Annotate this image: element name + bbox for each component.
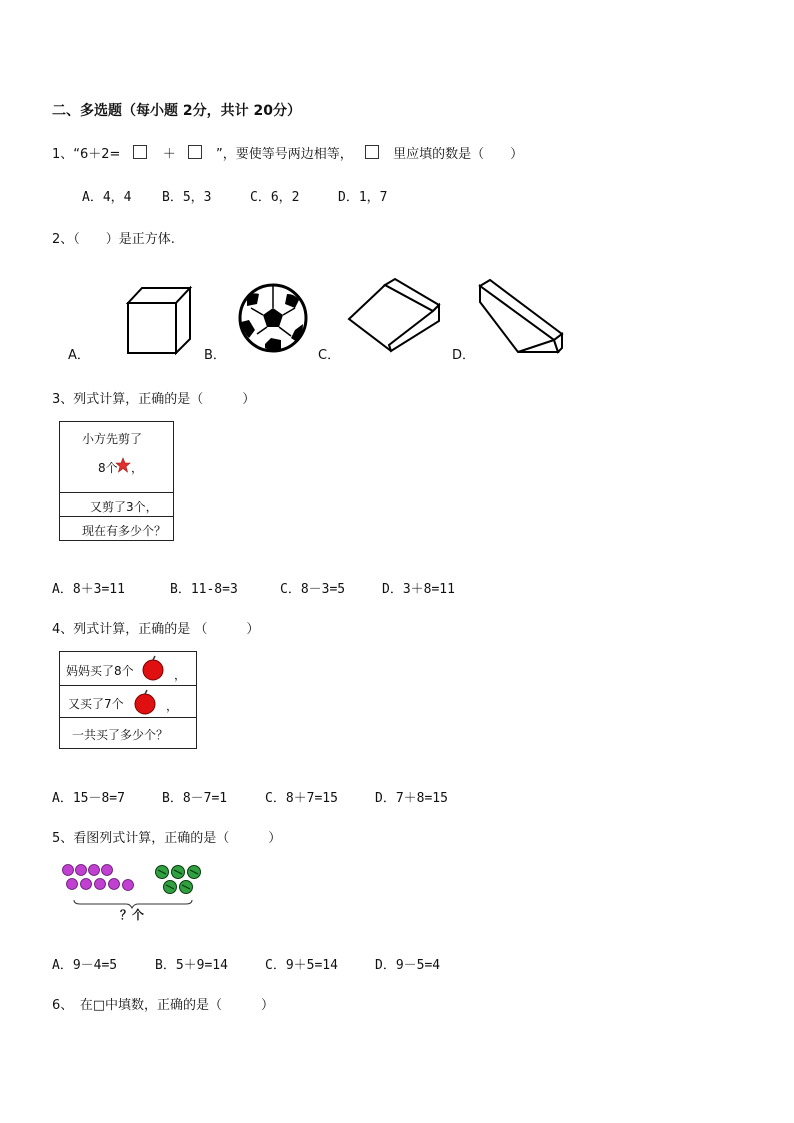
q3-word-problem-box — [59, 421, 174, 541]
section-title: 二、多选题（每小题 2分，共计 20分） — [52, 103, 301, 119]
q2-label-a: A． — [68, 348, 90, 363]
question-2: 2、（ ）是正方体. — [52, 232, 175, 247]
q3-box-comma: ， — [131, 461, 144, 475]
q4-box-row-2 — [60, 685, 196, 718]
q3-box-row-2 — [60, 492, 173, 517]
q1-number: 1、 — [52, 147, 74, 162]
q3-option-d[interactable]: D．3＋8=11 — [382, 582, 455, 597]
q1-option-c[interactable]: C．6，2 — [250, 190, 300, 205]
blank-box-2 — [188, 145, 202, 159]
q5-option-d[interactable]: D．9－5=4 — [375, 958, 441, 973]
star-icon — [115, 457, 131, 473]
apple-icon — [132, 689, 158, 715]
q5-option-b[interactable]: B．5＋9=14 — [155, 958, 228, 973]
blank-box-1 — [133, 145, 147, 159]
q3-box-line4: 现在有多少个？ — [82, 524, 167, 538]
q4-row1-comma: ， — [174, 668, 187, 682]
q3-box-line1: 小方先剪了 — [82, 432, 143, 446]
q4-row2-comma: ， — [166, 699, 179, 713]
green-balls-group — [156, 866, 201, 894]
q1-text-middle: ”，要使等号两边相等， — [216, 147, 353, 162]
q3-option-a[interactable]: A．8＋3=11 — [52, 582, 125, 597]
q1-plus: ＋ — [162, 147, 176, 162]
q1-option-a[interactable]: A．4，4 — [82, 190, 132, 205]
soccer-ball-icon[interactable] — [237, 282, 309, 354]
q3-option-b[interactable]: B．11-8=3 — [170, 582, 238, 597]
q2-label-b: B． — [204, 348, 226, 363]
q3-box-row-3 — [60, 516, 173, 542]
q1-text-end: 里应填的数是（ ） — [393, 147, 524, 162]
q5-brace-label: ？个 — [120, 908, 145, 922]
q3-option-c[interactable]: C．8－3=5 — [280, 582, 346, 597]
q4-row3-text: 一共买了多少个？ — [72, 728, 169, 742]
cube-image[interactable] — [120, 283, 195, 358]
question-5: 5、看图列式计算，正确的是（ ） — [52, 831, 282, 846]
question-1 — [52, 143, 523, 162]
q1-option-d[interactable]: D．1，7 — [338, 190, 388, 205]
q5-option-a[interactable]: A．9－4=5 — [52, 958, 118, 973]
blank-box-3 — [365, 145, 379, 159]
rectangular-prism-image[interactable] — [474, 276, 566, 356]
question-3: 3、列式计算，正确的是（ ） — [52, 392, 256, 407]
q4-option-b[interactable]: B．8－7=1 — [162, 791, 228, 806]
apple-icon — [140, 655, 166, 681]
q3-box-line3: 又剪了3个， — [90, 500, 158, 514]
tilted-block-image[interactable] — [343, 275, 443, 357]
q4-option-d[interactable]: D．7＋8=15 — [375, 791, 448, 806]
q4-row2-text: 又买了7个 — [68, 697, 124, 711]
q4-word-problem-box — [59, 651, 197, 749]
q2-label-c: C． — [318, 348, 341, 363]
purple-balls-group — [63, 865, 134, 891]
q4-option-c[interactable]: C．8＋7=15 — [265, 791, 338, 806]
q3-box-line2: 8个 — [98, 461, 118, 475]
q1-option-b[interactable]: B．5，3 — [162, 190, 212, 205]
question-4: 4、列式计算，正确的是 （ ） — [52, 622, 260, 637]
question-6: 6、 在□中填数，正确的是（ ） — [52, 998, 275, 1013]
q1-text-start: “6＋2= — [73, 147, 121, 162]
q4-option-a[interactable]: A．15－8=7 — [52, 791, 125, 806]
q4-row1-text: 妈妈买了8个 — [66, 664, 134, 678]
q5-option-c[interactable]: C．9＋5=14 — [265, 958, 338, 973]
q2-label-d: D． — [452, 348, 476, 363]
q4-box-row-3 — [60, 717, 196, 750]
